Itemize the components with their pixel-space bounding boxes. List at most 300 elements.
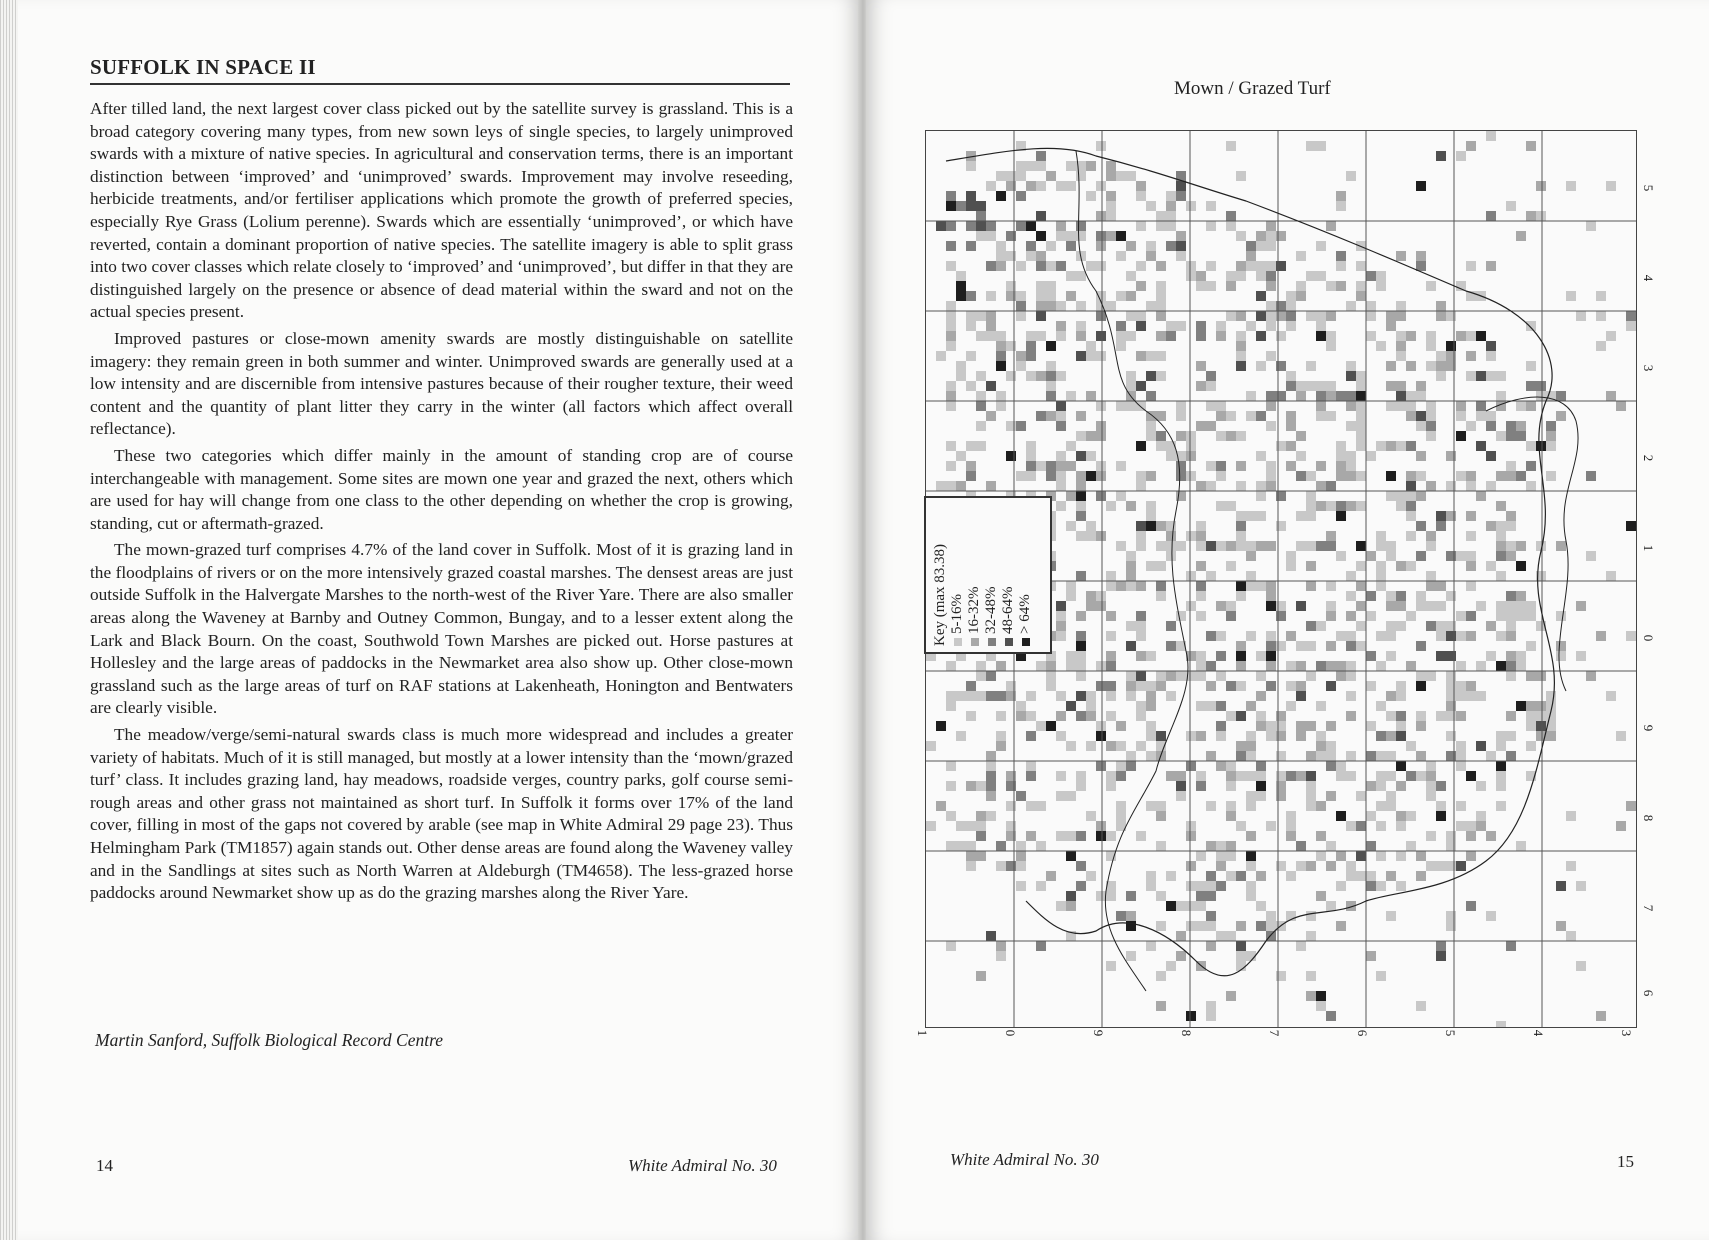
density-cell (1146, 731, 1156, 741)
density-cell (1346, 401, 1356, 411)
density-cell (1066, 891, 1076, 901)
density-cell (1126, 621, 1136, 631)
density-cell (1346, 641, 1356, 651)
density-cell (1116, 341, 1126, 351)
density-cell (986, 481, 996, 491)
density-cell (1306, 361, 1316, 371)
density-cell (1406, 441, 1416, 451)
density-cell (1396, 781, 1406, 791)
density-cell (1426, 781, 1436, 791)
density-cell (1346, 461, 1356, 471)
density-cell (1496, 761, 1506, 771)
density-cell (1086, 591, 1096, 601)
key-item (1000, 504, 1017, 646)
density-cell (1296, 731, 1306, 741)
density-cell (1096, 311, 1106, 321)
key-label: 32-48% (983, 586, 999, 634)
density-cell (1436, 801, 1446, 811)
density-cell (1216, 331, 1226, 341)
key-swatch (1005, 638, 1013, 646)
density-cell (1376, 781, 1386, 791)
density-cell (1056, 831, 1066, 841)
key-swatch (988, 638, 996, 646)
density-cell (1196, 281, 1206, 291)
density-cell (1306, 491, 1316, 501)
density-cell (1326, 381, 1336, 391)
density-cell (1246, 771, 1256, 781)
density-cell (1506, 541, 1516, 551)
density-cell (1126, 271, 1136, 281)
density-cell (926, 821, 936, 831)
density-cell (1166, 691, 1176, 701)
density-cell (1386, 751, 1396, 761)
density-cell (1026, 451, 1036, 461)
density-cell (1096, 241, 1106, 251)
density-cell (1236, 531, 1246, 541)
density-cell (1486, 831, 1496, 841)
density-cell (1046, 361, 1056, 371)
density-cell (1206, 661, 1216, 671)
axis-tick: 6 (1355, 1029, 1370, 1037)
density-cell (1366, 751, 1376, 761)
density-cell (1266, 471, 1276, 481)
density-cell (1246, 701, 1256, 711)
density-cell (1356, 581, 1366, 591)
density-cell (1156, 971, 1166, 981)
density-cell (1076, 331, 1086, 341)
density-cell (1066, 231, 1076, 241)
density-cell (1156, 671, 1166, 681)
density-cell (1286, 551, 1296, 561)
density-cell (1266, 351, 1276, 361)
density-cell (1456, 471, 1466, 481)
density-cell (1326, 661, 1336, 671)
density-cell (946, 321, 956, 331)
density-cell (1316, 701, 1326, 711)
density-cell (996, 691, 1006, 701)
density-cell (1316, 391, 1326, 401)
density-cell (1076, 491, 1086, 501)
density-cell (996, 391, 1006, 401)
density-cell (1406, 401, 1416, 411)
density-cell (1436, 361, 1446, 371)
density-cell (996, 951, 1006, 961)
density-cell (1316, 321, 1326, 331)
density-cell (1396, 821, 1406, 831)
density-cell (986, 311, 996, 321)
density-cell (1216, 861, 1226, 871)
density-cell (1506, 711, 1516, 721)
density-cell (1086, 601, 1096, 611)
density-cell (1206, 941, 1216, 951)
density-cell (1066, 851, 1076, 861)
density-cell (1426, 601, 1436, 611)
density-cell (1066, 161, 1076, 171)
density-cell (1346, 691, 1356, 701)
density-cell (1026, 221, 1036, 231)
density-cell (1526, 711, 1536, 721)
density-cell (1066, 791, 1076, 801)
density-cell (1356, 471, 1366, 481)
density-cell (956, 481, 966, 491)
density-cell (1456, 861, 1466, 871)
density-cell (1326, 901, 1336, 911)
density-cell (1536, 711, 1546, 721)
density-cell (1116, 761, 1126, 771)
density-cell (1346, 671, 1356, 681)
density-cell (1346, 821, 1356, 831)
density-cell (1196, 671, 1206, 681)
density-cell (1386, 731, 1396, 741)
density-cell (1356, 871, 1366, 881)
density-cell (1526, 741, 1536, 751)
density-cell (1416, 771, 1426, 781)
density-cell (1486, 411, 1496, 421)
density-cell (1406, 501, 1416, 511)
density-cell (1056, 771, 1066, 781)
density-cell (1226, 431, 1236, 441)
density-cell (1386, 651, 1396, 661)
density-cell (1056, 181, 1066, 191)
density-cell (1526, 321, 1536, 331)
density-cell (1466, 371, 1476, 381)
density-cell (1266, 231, 1276, 241)
density-cell (1396, 501, 1406, 511)
density-cell (996, 841, 1006, 851)
density-cell (1366, 881, 1376, 891)
density-cell (1076, 771, 1086, 781)
density-cell (1456, 681, 1466, 691)
density-cell (1266, 261, 1276, 271)
density-cell (1376, 571, 1386, 581)
density-cell (1246, 241, 1256, 251)
density-cell (1296, 381, 1306, 391)
density-cell (986, 811, 996, 821)
density-cell (1226, 281, 1236, 291)
density-cell (1356, 291, 1366, 301)
density-cell (1286, 771, 1296, 781)
density-cell (986, 291, 996, 301)
density-cell (1046, 471, 1056, 481)
density-cell (1416, 411, 1426, 421)
density-cell (946, 481, 956, 491)
density-cell (1166, 541, 1176, 551)
density-cell (1426, 791, 1436, 801)
density-cell (1256, 721, 1266, 731)
density-cell (1246, 261, 1256, 271)
density-cell (1196, 381, 1206, 391)
density-cell (986, 381, 996, 391)
density-cell (1386, 691, 1396, 701)
density-cell (1306, 381, 1316, 391)
density-cell (1346, 361, 1356, 371)
density-cell (1116, 231, 1126, 241)
density-cell (986, 751, 996, 761)
density-cell (1056, 481, 1066, 491)
density-cell (946, 261, 956, 271)
density-cell (1576, 601, 1586, 611)
density-cell (1196, 651, 1206, 661)
density-cell (966, 861, 976, 871)
density-cell (1096, 421, 1106, 431)
density-cell (946, 341, 956, 351)
density-cell (1176, 541, 1186, 551)
density-cell (1036, 251, 1046, 261)
density-cell (1236, 521, 1246, 531)
density-cell (1166, 211, 1176, 221)
density-cell (1326, 861, 1336, 871)
density-cell (1526, 481, 1536, 491)
density-cell (1116, 461, 1126, 471)
density-cell (1386, 551, 1396, 561)
density-cell (976, 201, 986, 211)
density-cell (1186, 451, 1196, 461)
density-cell (1476, 661, 1486, 671)
density-cell (1046, 411, 1056, 421)
map-key-content (926, 498, 1050, 652)
density-cell (966, 351, 976, 361)
density-cell (1206, 421, 1216, 431)
density-cell (1306, 781, 1316, 791)
density-cell (1326, 411, 1336, 421)
density-cell (1556, 641, 1566, 651)
density-cell (1516, 561, 1526, 571)
density-cell (1326, 841, 1336, 851)
density-cell (956, 361, 966, 371)
density-cell (1146, 501, 1156, 511)
density-cell (1256, 241, 1266, 251)
density-cell (1096, 231, 1106, 241)
density-cell (1126, 891, 1136, 901)
density-cell (1146, 881, 1156, 891)
density-cell (1106, 711, 1116, 721)
density-cell (1376, 581, 1386, 591)
density-cell (1466, 691, 1476, 701)
density-cell (1196, 531, 1206, 541)
density-cell (1246, 571, 1256, 581)
density-cell (1226, 541, 1236, 551)
density-cell (1146, 871, 1156, 881)
density-cell (1266, 631, 1276, 641)
density-cell (1196, 771, 1206, 781)
density-cell (1496, 741, 1506, 751)
density-cell (1076, 301, 1086, 311)
density-cell (1576, 651, 1586, 661)
density-cell (1146, 511, 1156, 521)
density-cell (1436, 581, 1446, 591)
density-cell (1626, 801, 1636, 811)
density-cell (1106, 691, 1116, 701)
density-cell (1146, 421, 1156, 431)
density-cell (966, 841, 976, 851)
density-cell (966, 821, 976, 831)
density-cell (1516, 611, 1526, 621)
density-cell (1296, 281, 1306, 291)
density-cell (1126, 671, 1136, 681)
density-cell (1466, 531, 1476, 541)
density-cell (1016, 261, 1026, 271)
density-cell (1096, 731, 1106, 741)
density-cell (1076, 231, 1086, 241)
density-cell (1466, 581, 1476, 591)
density-cell (1096, 661, 1106, 671)
density-cell (946, 391, 956, 401)
density-cell (1386, 381, 1396, 391)
density-cell (1246, 741, 1256, 751)
density-cell (1056, 791, 1066, 801)
density-cell (1406, 741, 1416, 751)
density-cell (1136, 541, 1146, 551)
density-cell (1506, 671, 1516, 681)
density-cell (1066, 271, 1076, 281)
density-cell (1136, 831, 1146, 841)
density-cell (1466, 901, 1476, 911)
density-cell (1066, 241, 1076, 251)
density-cell (1046, 171, 1056, 181)
density-cell (1316, 661, 1326, 671)
density-cell (1286, 561, 1296, 571)
density-cell (1126, 581, 1136, 591)
density-cell (1336, 771, 1346, 781)
density-cell (1036, 291, 1046, 301)
density-cell (1016, 171, 1026, 181)
density-cell (1486, 451, 1496, 461)
density-cell (1556, 391, 1566, 401)
density-cell (1466, 471, 1476, 481)
density-cell (1426, 831, 1436, 841)
density-cell (1336, 261, 1346, 271)
density-cell (1406, 771, 1416, 781)
density-cell (1126, 691, 1136, 701)
density-cell (1056, 691, 1066, 701)
density-cell (1306, 991, 1316, 1001)
density-cell (1456, 741, 1466, 751)
density-cell (1206, 921, 1216, 931)
density-cell (1456, 711, 1466, 721)
density-cell (1136, 651, 1146, 661)
density-cell (966, 311, 976, 321)
density-cell (1296, 861, 1306, 871)
density-cell (1246, 881, 1256, 891)
density-cell (976, 311, 986, 321)
density-cell (1386, 791, 1396, 801)
density-cell (1076, 221, 1086, 231)
density-cell (1516, 431, 1526, 441)
density-cell (1396, 711, 1406, 721)
density-cell (1316, 831, 1326, 841)
density-cell (1336, 191, 1346, 201)
density-cell (1206, 571, 1216, 581)
density-cell (1316, 461, 1326, 471)
density-cell (1246, 751, 1256, 761)
density-cell (1186, 531, 1196, 541)
density-cell (1506, 431, 1516, 441)
axis-tick: 2 (1641, 454, 1656, 462)
density-cell (1106, 191, 1116, 201)
density-cell (1536, 211, 1546, 221)
density-cell (1346, 661, 1356, 671)
density-cell (1106, 781, 1116, 791)
density-cell (1216, 841, 1226, 851)
density-cell (976, 821, 986, 831)
density-cell (966, 691, 976, 701)
density-cell (1346, 631, 1356, 641)
density-cell (1116, 911, 1126, 921)
density-cell (1546, 471, 1556, 481)
density-cell (1166, 901, 1176, 911)
density-cell (946, 941, 956, 951)
density-cell (1616, 731, 1626, 741)
density-cell (1196, 901, 1206, 911)
density-cell (1146, 241, 1156, 251)
density-cell (1386, 311, 1396, 321)
density-cell (1066, 441, 1076, 451)
density-cell (1036, 161, 1046, 171)
density-cell (1116, 801, 1126, 811)
density-cell (1456, 611, 1466, 621)
density-cell (1256, 691, 1266, 701)
density-cell (1136, 321, 1146, 331)
density-cell (1166, 871, 1176, 881)
density-cell (1516, 231, 1526, 241)
density-cell (1416, 181, 1426, 191)
density-cell (1286, 301, 1296, 311)
density-cell (1486, 351, 1496, 361)
density-cell (1496, 551, 1506, 561)
density-cell (1236, 311, 1246, 321)
density-cell (1216, 881, 1226, 891)
density-cell (1506, 751, 1516, 761)
density-cell (1206, 261, 1216, 271)
density-cell (1256, 781, 1266, 791)
density-cell (1386, 621, 1396, 631)
density-cell (1336, 281, 1346, 291)
density-cell (1286, 821, 1296, 831)
density-cell (1056, 411, 1066, 421)
density-cell (1396, 301, 1406, 311)
density-cell (1216, 431, 1226, 441)
density-cell (1176, 931, 1186, 941)
density-cell (976, 971, 986, 981)
density-cell (1036, 661, 1046, 671)
density-cell (1136, 681, 1146, 691)
density-cell (1116, 251, 1126, 261)
density-cell (1136, 441, 1146, 451)
density-cell (1416, 641, 1426, 651)
density-cell (1486, 481, 1496, 491)
density-cell (1296, 391, 1306, 401)
density-cell (1226, 711, 1236, 721)
density-cell (986, 331, 996, 341)
density-cell (1466, 631, 1476, 641)
density-cell (1286, 811, 1296, 821)
density-cell (1356, 401, 1366, 411)
density-cell (1236, 511, 1246, 521)
density-cell (1016, 351, 1026, 361)
density-cell (1366, 721, 1376, 731)
density-cell (1156, 591, 1166, 601)
density-cell (1306, 471, 1316, 481)
density-cell (1136, 481, 1146, 491)
map-title: Mown / Grazed Turf (1174, 78, 1331, 99)
density-cell (1526, 461, 1536, 471)
density-cell (1146, 941, 1156, 951)
density-cell (1236, 681, 1246, 691)
density-cell (1416, 381, 1426, 391)
density-cell (1196, 891, 1206, 901)
density-cell (1026, 331, 1036, 341)
density-cell (976, 371, 986, 381)
